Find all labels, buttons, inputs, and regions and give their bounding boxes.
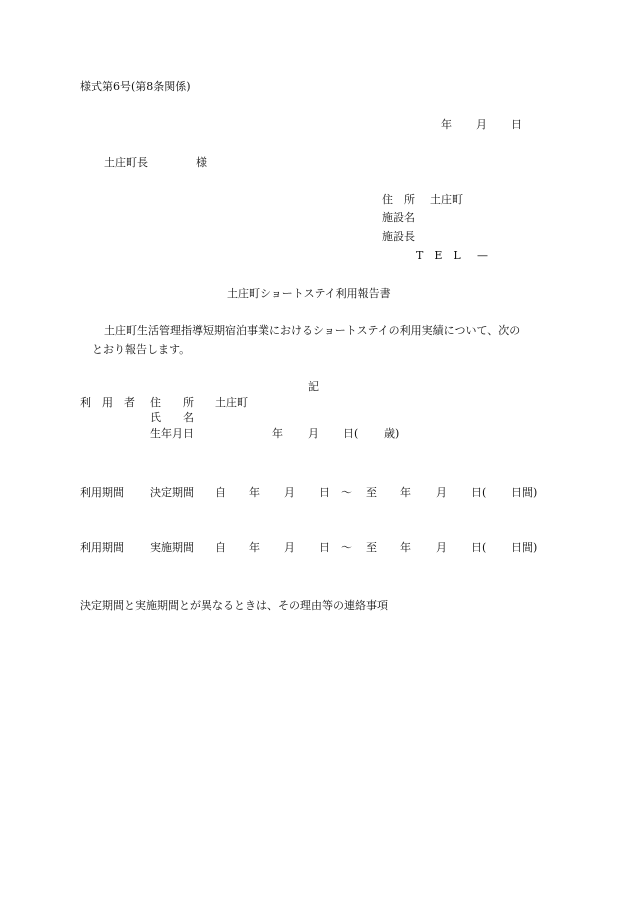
period-row-2-label: 利用期間 — [80, 541, 124, 554]
applicant-address-value: 土庄町 — [430, 193, 463, 206]
user-birth-month: 月 — [308, 427, 319, 440]
period-row-1-type: 決定期間 — [150, 486, 194, 499]
period-row-1-to-year: 年 — [400, 486, 411, 499]
user-birth-age: 歳) — [384, 427, 400, 440]
applicant-facility-label: 施設名 — [382, 211, 415, 224]
period-row-2-from-month: 月 — [284, 541, 295, 554]
period-row-1-label: 利用期間 — [80, 486, 124, 499]
applicant-address-label: 住 所 — [382, 193, 415, 206]
period-row-2-to-day: 日( — [471, 541, 487, 554]
user-address-label: 住 所 — [150, 396, 194, 409]
period-row-1-days: 日間) — [511, 486, 538, 499]
period-row-1-to-day: 日( — [471, 486, 487, 499]
period-row-2-to-year: 年 — [400, 541, 411, 554]
user-address-value: 土庄町 — [215, 396, 248, 409]
user-label: 利 用 者 — [80, 396, 135, 409]
period-row-1-to: 至 — [366, 486, 377, 499]
period-row-2-to-month: 月 — [436, 541, 447, 554]
applicant-director-label: 施設長 — [382, 230, 415, 243]
date-year-label: 年 — [441, 118, 452, 131]
period-row-2-from-year: 年 — [249, 541, 260, 554]
period-row-1-from-day: 日 — [319, 486, 330, 499]
period-row-1-from-month: 月 — [284, 486, 295, 499]
addressee-title: 土庄町長 — [104, 156, 148, 169]
discrepancy-note: 決定期間と実施期間とが異なるときは、その理由等の連絡事項 — [80, 599, 388, 612]
period-row-2-from: 自 — [215, 541, 226, 554]
period-row-1-from-year: 年 — [249, 486, 260, 499]
period-row-2-type: 実施期間 — [150, 541, 194, 554]
user-birth-day: 日( — [343, 427, 359, 440]
addressee-honorific: 様 — [196, 156, 207, 169]
period-row-1-from: 自 — [215, 486, 226, 499]
period-row-2-days: 日間) — [511, 541, 538, 554]
applicant-tel-dash: — — [477, 249, 488, 262]
user-birth-label: 生年月日 — [150, 427, 194, 440]
period-row-1-tilde: 〜 — [341, 486, 352, 499]
date-day-label: 日 — [511, 118, 522, 131]
document-title: 土庄町ショートステイ利用報告書 — [227, 287, 391, 300]
period-row-2-from-day: 日 — [319, 541, 330, 554]
user-name-label: 氏 名 — [150, 411, 194, 424]
user-birth-year: 年 — [272, 427, 283, 440]
date-month-label: 月 — [476, 118, 487, 131]
period-row-2-tilde: 〜 — [341, 541, 352, 554]
applicant-tel-label: T E L — [416, 249, 461, 262]
period-row-1-to-month: 月 — [436, 486, 447, 499]
body-line-1: 土庄町生活管理指導短期宿泊事業におけるショートステイの利用実績について、次の — [104, 324, 521, 337]
ki-marker: 記 — [308, 380, 319, 393]
body-line-2: とおり報告します。 — [92, 343, 191, 356]
period-row-2-to: 至 — [366, 541, 377, 554]
form-number: 様式第6号(第8条関係) — [80, 80, 191, 93]
